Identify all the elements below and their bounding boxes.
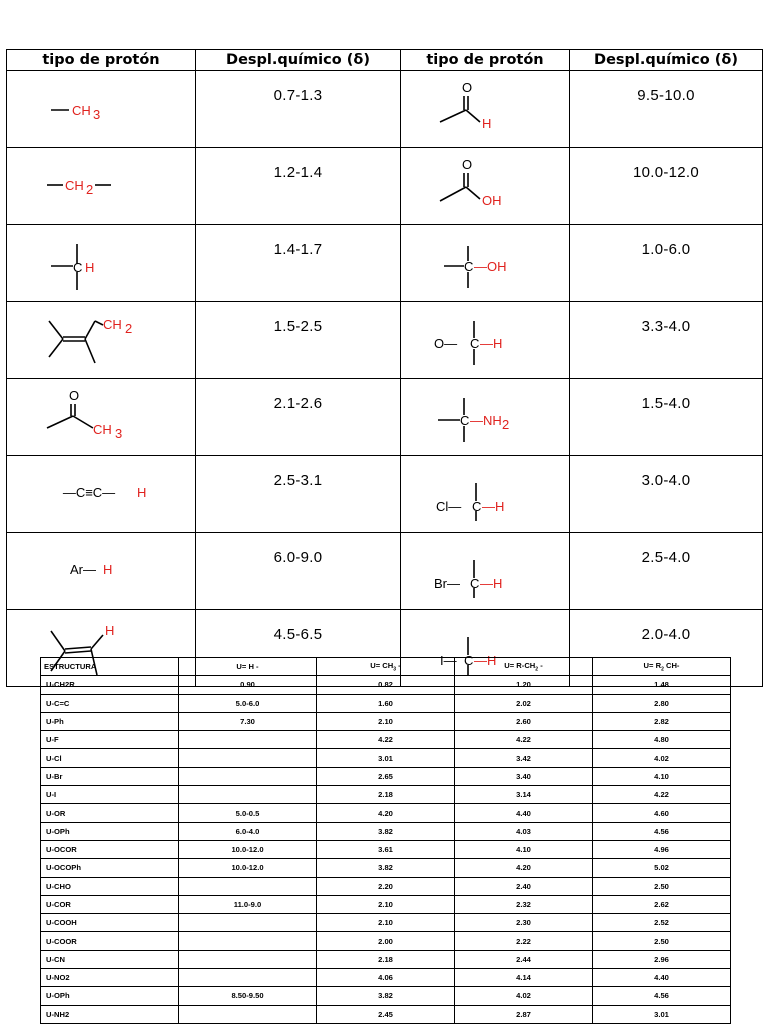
shift-table-row — [7, 302, 763, 379]
shift-cell: 4.22 — [317, 731, 455, 749]
shift-cell: 4.20 — [455, 859, 593, 877]
bond-line — [95, 321, 103, 325]
structure-cell: U-OPh — [41, 987, 179, 1005]
shift-table-header-row — [7, 50, 763, 71]
bond-line — [466, 110, 480, 122]
label-o: O — [462, 80, 473, 95]
shift-cell: 3.01 — [593, 1005, 731, 1023]
header-u-rch2-text: U= R-CH — [504, 660, 536, 670]
shift-cell: 4.22 — [455, 731, 593, 749]
bond-line — [85, 321, 95, 339]
shift-value: 2.1-2.6 — [196, 379, 401, 456]
header-u-r2ch-text: U= R — [643, 660, 662, 670]
structure-cell: U-CN — [41, 950, 179, 968]
label-cl: Cl— — [436, 499, 462, 514]
shift-cell: 2.18 — [317, 786, 455, 804]
substituent-table-row — [41, 987, 731, 1005]
label-c: C — [464, 259, 474, 274]
shift-cell: 2.44 — [455, 950, 593, 968]
structure-cell: U-I — [41, 786, 179, 804]
shift-cell: 3.82 — [317, 859, 455, 877]
shift-cell — [179, 914, 317, 932]
label-o: O — [462, 157, 473, 172]
bond-line — [73, 416, 93, 428]
structure-ch — [41, 234, 161, 292]
proton-type-cell — [7, 379, 196, 456]
shift-cell: 2.50 — [593, 877, 731, 895]
bond-line — [440, 110, 466, 122]
substituent-table-row — [41, 859, 731, 877]
shift-cell: 1.48 — [593, 676, 731, 694]
proton-type-cell — [401, 379, 570, 456]
proton-type-cell — [7, 225, 196, 302]
label-ch: CH — [65, 178, 84, 193]
proton-type-cell — [401, 533, 570, 610]
label-c: C — [470, 576, 480, 591]
substituent-table-row — [41, 877, 731, 895]
label-oh: —OH — [474, 259, 507, 274]
label-h: —H — [474, 653, 497, 668]
bond-line — [49, 339, 63, 357]
structure-cell: U-Cl — [41, 749, 179, 767]
shift-table-row — [7, 379, 763, 456]
proton-type-cell — [7, 456, 196, 533]
shift-cell — [179, 786, 317, 804]
structure-ch2 — [41, 157, 161, 215]
structure-cell: U-Br — [41, 767, 179, 785]
shift-cell: 2.00 — [317, 932, 455, 950]
structure-chloride — [430, 465, 540, 523]
substituent-table-row — [41, 822, 731, 840]
shift-cell: 3.42 — [455, 749, 593, 767]
shift-value: 6.0-9.0 — [196, 533, 401, 610]
label-ar: Ar— — [70, 562, 96, 577]
label-br: Br— — [434, 576, 460, 591]
label-ch: CH — [103, 317, 122, 332]
proton-type-cell — [401, 225, 570, 302]
structure-allylic — [41, 311, 161, 369]
structure-cell: U-C=C — [41, 694, 179, 712]
header-u-rch2 — [455, 658, 593, 676]
shift-cell: 3.61 — [317, 840, 455, 858]
proton-type-cell — [401, 456, 570, 533]
structure-bromide — [430, 542, 540, 600]
shift-cell: 4.22 — [593, 786, 731, 804]
shift-cell: 8.50-9.50 — [179, 987, 317, 1005]
shift-table-row — [7, 148, 763, 225]
label-h: H — [482, 116, 492, 131]
shift-cell: 2.96 — [593, 950, 731, 968]
shift-value: 1.5-2.5 — [196, 302, 401, 379]
shift-cell: 3.14 — [455, 786, 593, 804]
shift-cell — [179, 969, 317, 987]
shift-cell: 4.10 — [455, 840, 593, 858]
header-u-rch2-sub: 2 — [535, 666, 539, 673]
header-u-ch3-tail: - — [396, 660, 401, 670]
shift-value: 1.2-1.4 — [196, 148, 401, 225]
bond-line — [49, 321, 63, 339]
shift-value: 3.3-4.0 — [570, 302, 763, 379]
label-nh: —NH — [470, 413, 502, 428]
shift-value: 2.5-4.0 — [570, 533, 763, 610]
label-o: O— — [434, 336, 458, 351]
structure-cell: U-F — [41, 731, 179, 749]
chemical-shift-table — [6, 49, 763, 687]
substituent-table-row — [41, 804, 731, 822]
shift-cell: 0.90 — [179, 676, 317, 694]
shift-cell: 5.0-0.5 — [179, 804, 317, 822]
substituent-table-header-row — [41, 658, 731, 676]
shift-table-row — [7, 71, 763, 148]
shift-table-row — [7, 225, 763, 302]
bond-line — [85, 339, 95, 363]
label-subscript-2: 2 — [502, 417, 510, 432]
label-oh: OH — [482, 193, 502, 208]
shift-cell: 2.52 — [593, 914, 731, 932]
shift-value: 0.7-1.3 — [196, 71, 401, 148]
structure-cell: U-Ph — [41, 712, 179, 730]
structure-cell: U-NO2 — [41, 969, 179, 987]
shift-cell: 4.56 — [593, 822, 731, 840]
proton-type-cell — [7, 71, 196, 148]
proton-type-cell — [401, 71, 570, 148]
substituent-shift-table — [40, 657, 731, 1024]
shift-cell: 4.60 — [593, 804, 731, 822]
shift-value: 1.0-6.0 — [570, 225, 763, 302]
substituent-table-row — [41, 731, 731, 749]
header-u-ch3-sub: 3 — [393, 666, 397, 673]
label-ch: CH — [93, 422, 112, 437]
bond-line — [51, 631, 65, 651]
structure-alkyne — [41, 465, 161, 523]
structure-cell: U-CH2R — [41, 676, 179, 694]
label-o: O — [69, 388, 80, 403]
substituent-table-row — [41, 694, 731, 712]
proton-type-cell — [7, 302, 196, 379]
shift-cell — [179, 749, 317, 767]
shift-cell: 4.96 — [593, 840, 731, 858]
label-c: C — [470, 336, 480, 351]
substituent-table-row — [41, 676, 731, 694]
shift-cell: 2.32 — [455, 895, 593, 913]
label-subscript-3: 3 — [93, 107, 101, 122]
structure-cell: U-OCOR — [41, 840, 179, 858]
shift-cell: 2.60 — [455, 712, 593, 730]
header-shift-2: Despl.químico (δ) — [570, 50, 763, 71]
substituent-table-row — [41, 950, 731, 968]
structure-ketone — [41, 388, 161, 446]
shift-cell: 2.22 — [455, 932, 593, 950]
header-proton-type-1: tipo de protón — [7, 50, 196, 71]
shift-cell: 4.02 — [455, 987, 593, 1005]
header-u-h: U= H - — [179, 658, 317, 676]
structure-ether — [430, 311, 540, 369]
label-subscript-2: 2 — [125, 321, 133, 336]
structure-cell: U-COOH — [41, 914, 179, 932]
shift-cell: 2.10 — [317, 914, 455, 932]
substituent-table-row — [41, 767, 731, 785]
shift-value: 2.0-4.0 — [570, 610, 763, 687]
shift-cell: 1.60 — [317, 694, 455, 712]
substituent-table-row — [41, 786, 731, 804]
bond-line — [91, 635, 103, 649]
label-h: —H — [480, 576, 503, 591]
shift-cell: 4.20 — [317, 804, 455, 822]
header-u-r2ch-sub: 2 — [661, 666, 664, 673]
substituent-table-row — [41, 840, 731, 858]
header-u-ch3-text: U= CH — [370, 660, 394, 670]
substituent-table-row — [41, 1005, 731, 1023]
shift-cell: 5.02 — [593, 859, 731, 877]
shift-cell — [179, 1005, 317, 1023]
shift-cell: 4.40 — [455, 804, 593, 822]
label-c: C — [472, 499, 482, 514]
shift-value: 1.5-4.0 — [570, 379, 763, 456]
shift-cell: 3.82 — [317, 822, 455, 840]
structure-cell: U-CHO — [41, 877, 179, 895]
label-ch: CH — [72, 103, 91, 118]
structure-alcohol — [430, 234, 540, 292]
bond-line — [466, 187, 480, 199]
shift-table-row — [7, 533, 763, 610]
shift-value: 3.0-4.0 — [570, 456, 763, 533]
shift-cell: 2.50 — [593, 932, 731, 950]
shift-value: 2.5-3.1 — [196, 456, 401, 533]
label-c: C — [464, 653, 474, 668]
shift-cell: 2.10 — [317, 712, 455, 730]
shift-cell: 2.65 — [317, 767, 455, 785]
substituent-table-row — [41, 932, 731, 950]
proton-type-cell — [7, 533, 196, 610]
bond-line — [65, 647, 91, 649]
shift-cell: 2.45 — [317, 1005, 455, 1023]
header-proton-type-2: tipo de protón — [401, 50, 570, 71]
label-h: H — [105, 623, 115, 638]
shift-cell: 11.0-9.0 — [179, 895, 317, 913]
shift-cell: 2.02 — [455, 694, 593, 712]
shift-cell: 4.10 — [593, 767, 731, 785]
shift-cell: 2.80 — [593, 694, 731, 712]
bond-line — [440, 187, 466, 201]
substituent-table-row — [41, 749, 731, 767]
shift-cell — [179, 877, 317, 895]
shift-cell: 3.40 — [455, 767, 593, 785]
shift-cell: 2.18 — [317, 950, 455, 968]
shift-cell: 4.56 — [593, 987, 731, 1005]
header-u-r2ch — [593, 658, 731, 676]
structure-cell: U-OCOPh — [41, 859, 179, 877]
shift-cell — [179, 731, 317, 749]
structure-acid — [430, 157, 540, 215]
structure-ch3 — [41, 80, 161, 138]
bond-line — [47, 416, 73, 428]
shift-cell: 2.62 — [593, 895, 731, 913]
shift-cell: 5.0-6.0 — [179, 694, 317, 712]
structure-cell: U-OPh — [41, 822, 179, 840]
structure-aldehyde — [430, 80, 540, 138]
structure-aryl — [41, 542, 161, 600]
shift-cell: 4.40 — [593, 969, 731, 987]
shift-table-row — [7, 456, 763, 533]
proton-type-cell — [401, 302, 570, 379]
shift-cell — [179, 767, 317, 785]
shift-value: 4.5-6.5 — [196, 610, 401, 687]
header-u-r2ch-tail: CH- — [663, 660, 680, 670]
shift-value: 1.4-1.7 — [196, 225, 401, 302]
shift-cell: 3.01 — [317, 749, 455, 767]
shift-cell: 4.03 — [455, 822, 593, 840]
shift-cell: 4.80 — [593, 731, 731, 749]
shift-cell: 4.06 — [317, 969, 455, 987]
bond-line — [65, 651, 91, 653]
header-u-ch3 — [317, 658, 455, 676]
label-c: C — [73, 260, 83, 275]
label-h: —H — [482, 499, 505, 514]
proton-type-cell — [401, 148, 570, 225]
substituent-table-row — [41, 969, 731, 987]
shift-cell: 2.87 — [455, 1005, 593, 1023]
structure-cell: U-OR — [41, 804, 179, 822]
shift-cell: 2.82 — [593, 712, 731, 730]
header-shift-1: Despl.químico (δ) — [196, 50, 401, 71]
shift-cell: 10.0-12.0 — [179, 840, 317, 858]
shift-value: 10.0-12.0 — [570, 148, 763, 225]
shift-cell: 4.02 — [593, 749, 731, 767]
label-subscript-2: 2 — [86, 182, 94, 197]
structure-cell: U-NH2 — [41, 1005, 179, 1023]
label-h: H — [85, 260, 95, 275]
shift-cell — [179, 950, 317, 968]
shift-cell: 10.0-12.0 — [179, 859, 317, 877]
structure-cell: U-COR — [41, 895, 179, 913]
substituent-table-row — [41, 895, 731, 913]
substituent-table-row — [41, 914, 731, 932]
shift-cell: 2.10 — [317, 895, 455, 913]
shift-cell: 6.0-4.0 — [179, 822, 317, 840]
header-structure: ESTRUCTURA — [41, 658, 179, 676]
label-h: H — [103, 562, 113, 577]
label-alkyne: —C≡C— — [62, 485, 116, 500]
shift-cell: 3.82 — [317, 987, 455, 1005]
label-subscript-3: 3 — [115, 426, 123, 441]
shift-cell: 4.14 — [455, 969, 593, 987]
shift-cell: 1.20 — [455, 676, 593, 694]
structure-amine — [430, 388, 540, 446]
structure-cell: U-COOR — [41, 932, 179, 950]
shift-value: 9.5-10.0 — [570, 71, 763, 148]
shift-cell: 2.30 — [455, 914, 593, 932]
shift-cell: 7.30 — [179, 712, 317, 730]
label-h: H — [137, 485, 147, 500]
shift-cell: 2.40 — [455, 877, 593, 895]
shift-cell: 0.82 — [317, 676, 455, 694]
header-u-rch2-tail: - — [538, 660, 543, 670]
label-h: —H — [480, 336, 503, 351]
label-i: I— — [440, 653, 457, 668]
shift-cell — [179, 932, 317, 950]
shift-cell: 2.20 — [317, 877, 455, 895]
label-c: C — [460, 413, 470, 428]
proton-type-cell — [7, 148, 196, 225]
substituent-table-row — [41, 712, 731, 730]
